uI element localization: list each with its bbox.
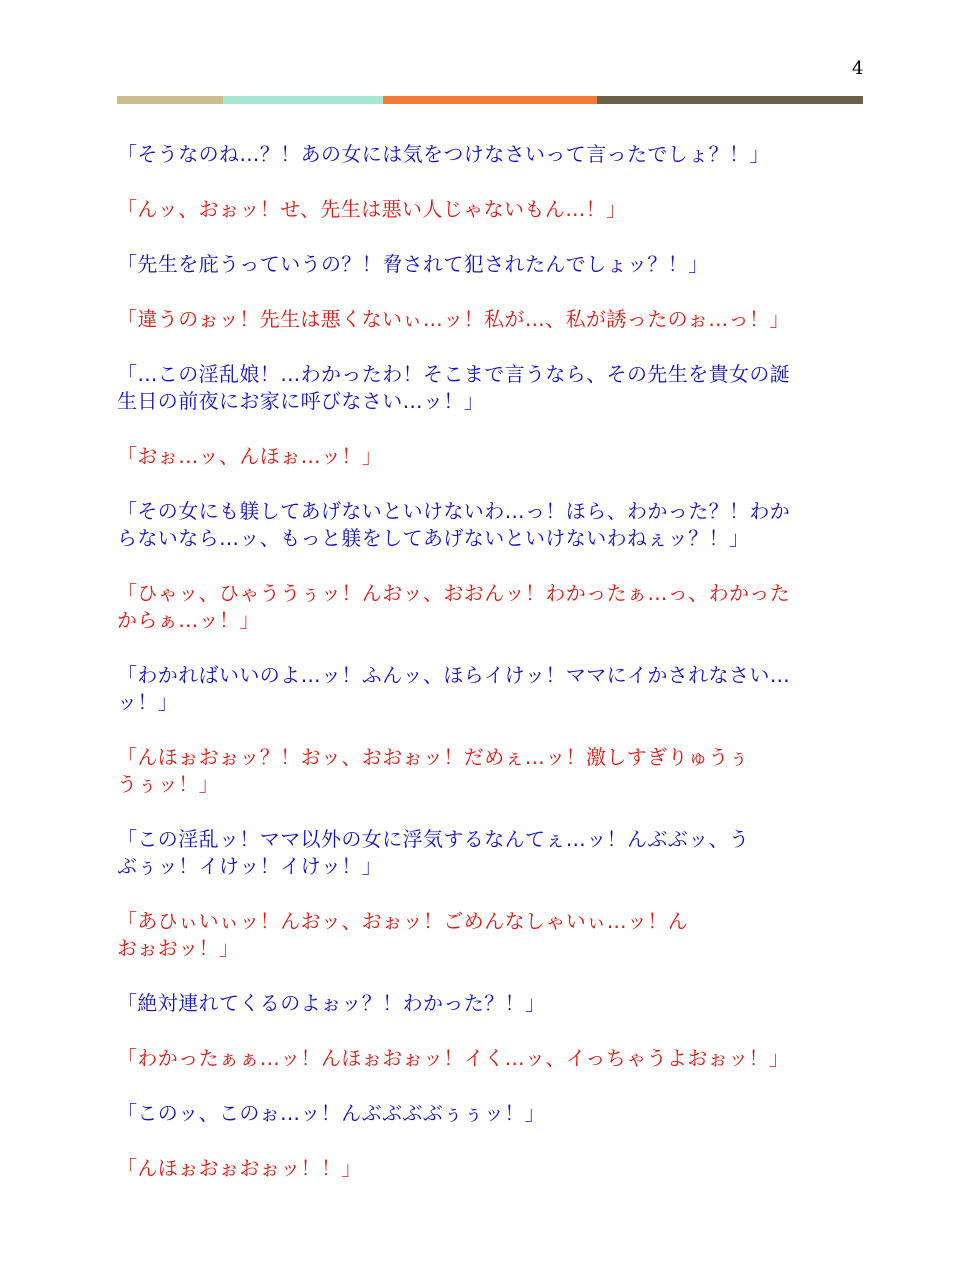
color-bar-segment xyxy=(383,96,597,104)
dialogue-line: 「その女にも躾してあげないといけないわ…っ！ほら、わかった？！わか らないなら…ッ、もっと躾をしてあげないといけないわねぇッ？！」 xyxy=(117,499,791,550)
dialogue-line: 「違うのぉッ！先生は悪くないぃ…ッ！私が…、私が誘ったのぉ…っ！」 xyxy=(117,307,790,331)
page-number: 4 xyxy=(852,58,864,79)
dialogue-line: 「この淫乱ッ！ママ以外の女に浮気するなんてぇ…ッ！んぶぶッ、う ぶぅッ！イけッ！イけッ！」 xyxy=(117,827,750,878)
dialogue-line: 「そうなのね…？！あの女には気をつけなさいって言ったでしょ？！」 xyxy=(117,142,770,166)
dialogue-body xyxy=(117,141,862,1210)
color-bar-segment xyxy=(117,96,223,104)
dialogue-line: 「んほぉおぉおぉッ！！」 xyxy=(117,1156,362,1180)
dialogue-line: 「先生を庇うっていうの？！脅されて犯されたんでしょッ？！」 xyxy=(117,252,709,276)
dialogue-line: 「絶対連れてくるのよぉッ？！わかった？！」 xyxy=(117,991,546,1015)
dialogue-line: 「んほぉおぉッ？！おッ、おおぉッ！だめぇ…ッ！激しすぎりゅうぅ うぅッ！」 xyxy=(117,745,750,796)
dialogue-line: 「わかったぁぁ…ッ！んほぉおぉッ！イく…ッ、イっちゃうよおぉッ！」 xyxy=(117,1046,790,1070)
dialogue-line: 「んッ、おぉッ！せ、先生は悪い人じゃないもん…！」 xyxy=(117,197,627,221)
dialogue-line: 「このッ、このぉ…ッ！んぶぶぶぶぅぅッ！」 xyxy=(117,1101,546,1125)
dialogue-line: 「…この淫乱娘！…わかったわ！そこまで言うなら、その先生を貴女の誕 生日の前夜にお家に呼びなさい…ッ！」 xyxy=(117,362,791,413)
dialogue-line: 「おぉ…ッ、んほぉ…ッ！」 xyxy=(117,444,383,468)
color-bar-segment xyxy=(597,96,863,104)
dialogue-line: 「あひぃいぃッ！んおッ、おぉッ！ごめんなしゃいぃ…ッ！ん おぉおッ！」 xyxy=(117,909,689,960)
dialogue-line: 「ひゃッ、ひゃううぅッ！んおッ、おおんッ！わかったぁ…っ、わかった からぁ…ッ！」 xyxy=(117,581,791,632)
header-color-bar xyxy=(117,96,863,104)
dialogue-line: 「わかればいいのよ…ッ！ふんッ、ほらイけッ！ママにイかされなさい… ッ！」 xyxy=(117,663,791,714)
color-bar-segment xyxy=(223,96,383,104)
